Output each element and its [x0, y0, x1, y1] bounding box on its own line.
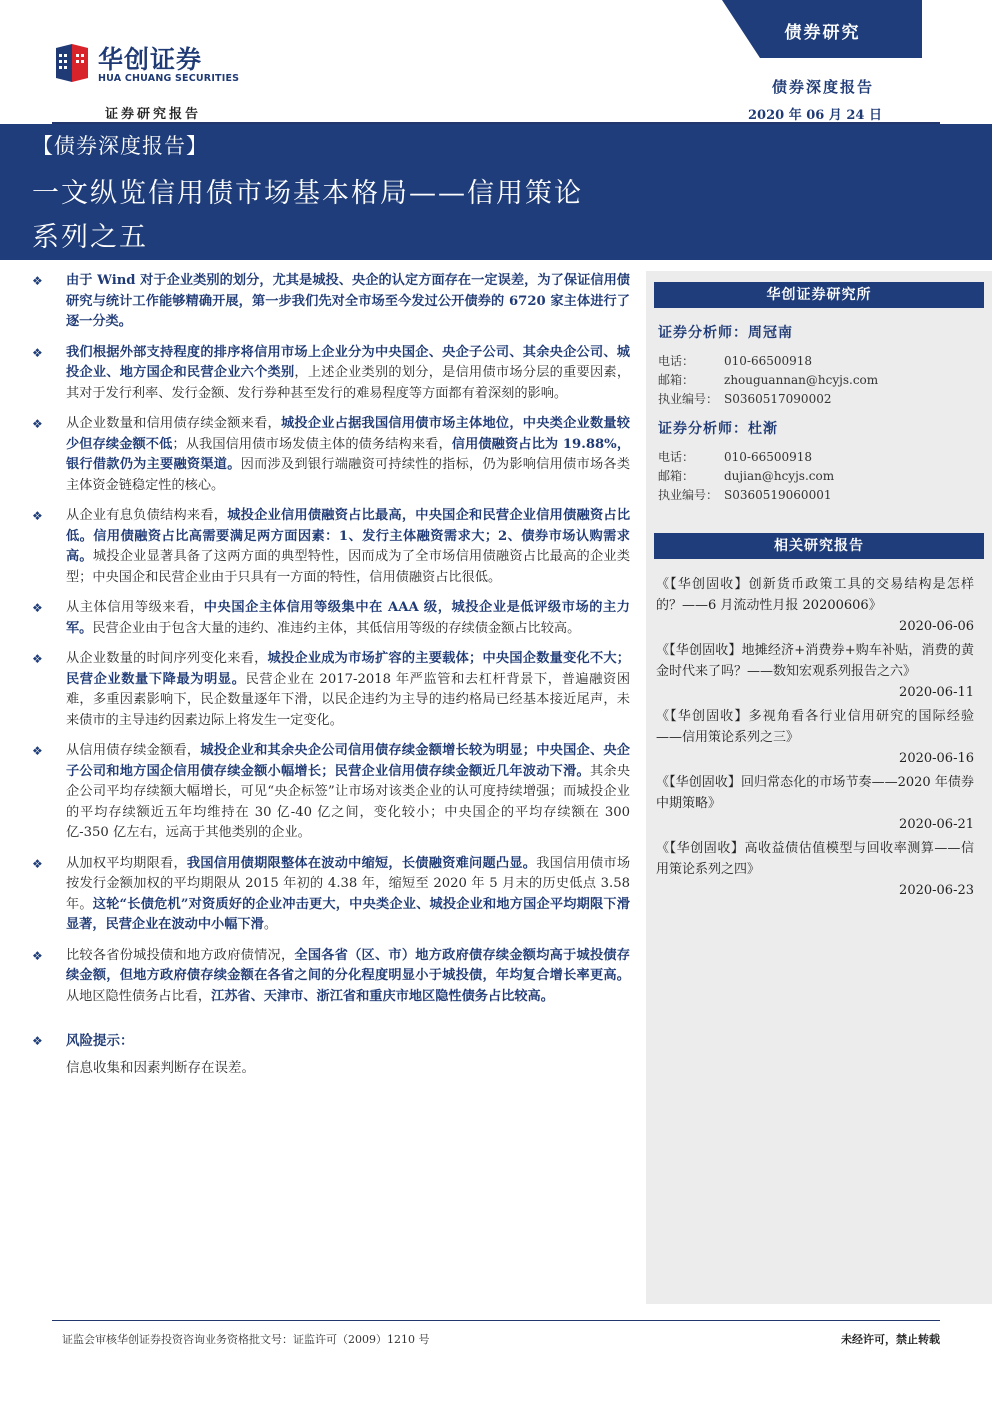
analyst-phone: 电话： 010-66500918	[658, 354, 813, 368]
bullet-text: 从企业数量和信用债存续金额来看，	[66, 416, 281, 431]
analyst-email[interactable]: 邮箱： dujian@hcyjs.com	[658, 469, 835, 483]
bullet-text: 其余央企公司平均存续额大幅增长，可见“央企标签”让市场对该类企业的认可度持续增强；而城投企业的平均存续额近五年均维持在 30 亿-40 亿之间，变化较小；中央国企的平均存续额在 300 亿-350 亿左右，远高于其他类别的企业。	[66, 763, 631, 840]
bullet-emphasis-text: 城投企业信用债融资占比最高，中央国企和民营企业信用债融资占比低。信用债融资占比高需要满足两方面因素：1、发行主体融资需求大；2、债券市场认购需求高。	[66, 508, 631, 564]
analyst-card	[658, 418, 978, 505]
related-reports-header: 相关研究报告	[654, 533, 984, 559]
footer-divider	[52, 1320, 940, 1321]
related-report-date: 2020-06-06	[899, 619, 974, 634]
bullet-diamond-icon: ❖	[32, 345, 43, 360]
related-report-date: 2020-06-11	[899, 685, 974, 700]
institute-header: 华创证券研究所	[654, 282, 984, 308]
bullet-emphasis-text: 江苏省、天津市、浙江省和重庆市地区隐性债务占比较高。	[211, 988, 554, 1004]
bullet-diamond-icon: ❖	[32, 601, 43, 615]
bullet-text: 从企业有息负债结构来看，	[66, 508, 228, 523]
bullet-emphasis-text: 我们根据外部支持程度的排序将信用市场上企业分为中央国企、央企子公司、其余央企公司、城投企业、地方国企和民营企业六个类别	[66, 344, 630, 380]
summary-bullet	[32, 271, 630, 333]
related-report-date: 2020-06-16	[899, 751, 974, 766]
bullet-text: 民营企业在 2017-2018 年严监管和去杠杆背景下，普遍融资困难，多重因素影响下，民企数量逐年下滑，以民企违约为主导的违约格局已经基本接近尾声，未来债市的主导违约因素边际上将发生一定变化。	[66, 671, 631, 728]
bullet-emphasis-text: 信用债融资占比为 19.88%，银行借款仍为主要融资渠道。	[66, 436, 631, 472]
related-report-link[interactable]: 《【华创固收】创新货币政策工具的交易结构是怎样的？——6 月流动性月报 20200606》	[656, 577, 974, 613]
bullet-diamond-icon: ❖	[32, 652, 43, 666]
bullet-emphasis-text: 城投企业和其余央企公司信用债存续金额增长较为明显；中央国企、央企子公司和地方国企信用债存续金额小幅增长；民营企业信用债存续金额近几年波动下滑。	[66, 743, 630, 779]
summary-bullet	[32, 598, 630, 639]
analyst-license: 执业编号： S0360519060001	[658, 488, 832, 502]
risk-title: 风险提示：	[66, 1033, 134, 1049]
bullet-diamond-icon: ❖	[32, 856, 43, 871]
summary-bullets	[32, 271, 630, 1007]
logo-mark-icon	[52, 42, 90, 84]
report-date: 2020 年 06 月 24 日	[748, 108, 882, 123]
bullet-emphasis-text: 中央国企主体信用等级集中在 AAA 级，城投企业是低评级市场的主力军。	[66, 600, 630, 636]
bullet-text: 民营企业由于包含大量的违约、准违约主体，其低信用等级的存续债金额占比较高。	[92, 620, 581, 636]
bullet-text: 从加权平均期限看，	[66, 855, 187, 871]
related-report-date: 2020-06-23	[899, 883, 974, 898]
bullet-text: 城投企业显著具备了这两方面的典型特性，因而成为了全市场信用债融资占比最高的企业类型；中央国企和民营企业由于只具有一方面的特性，信用债融资占比很低。	[66, 549, 631, 585]
report-category: 证券研究报告	[105, 107, 202, 122]
company-logo	[52, 36, 252, 92]
related-reports-list	[656, 574, 974, 904]
report-title	[32, 172, 652, 260]
bullet-text: 从主体信用等级来看，	[66, 600, 204, 615]
risk-text: 信息收集和因素判断存在误差。	[66, 1060, 255, 1076]
bullet-emphasis-text: 我国信用债期限整体在波动中缩短，长债融资难问题凸显。	[186, 855, 537, 871]
related-report-link[interactable]: 《【华创固收】多视角看各行业信用研究的国际经验——信用策论系列之三》	[656, 709, 974, 745]
summary-bullet	[32, 649, 630, 731]
footer-license: 证监会审核华创证券投资咨询业务资格批文号：证监许可（2009）1210 号	[62, 1333, 430, 1346]
related-report-link[interactable]: 《【华创固收】高收益债估值模型与回收率测算——信用策论系列之四》	[656, 841, 974, 877]
bullet-text: 从企业数量的时间序列变化来看，	[66, 651, 268, 666]
bullet-text: 因而涉及到银行端融资可持续性的指标，仍为影响信用债市场各类主体资金链稳定性的核心。	[66, 457, 631, 493]
report-type: 债券深度报告	[771, 78, 874, 96]
footer-copyright: 未经许可，禁止转载	[841, 1333, 940, 1346]
analyst-email[interactable]: 邮箱： zhouguannan@hcyjs.com	[658, 373, 879, 387]
bullet-text: ，上述企业类别的划分，是信用债市场分层的重要因素，其对于发行利率、发行金额、发行券种甚至发行的难易程度等方面都有着深刻的影响。	[66, 365, 631, 401]
bullet-emphasis-text: 城投企业成为市场扩容的主要载体；中央国企数量变化不大；民营企业数量下降最为明显。	[66, 651, 630, 687]
summary-bullet	[32, 414, 630, 496]
analyst-title: 证券分析师：杜渐	[658, 421, 778, 437]
related-report-link[interactable]: 《【华创固收】回归常态化的市场节奏——2020 年债券中期策略》	[656, 775, 974, 811]
bullet-emphasis-text: 这轮“长债危机”对资质好的企业冲击更大，中央类企业、城投企业和地方国企平均期限下滑显著，民营企业在波动中小幅下滑	[66, 896, 630, 932]
summary-bullet	[32, 343, 630, 405]
risk-section	[32, 1031, 630, 1079]
bullet-diamond-icon: ❖	[32, 509, 43, 523]
bullet-diamond-icon: ❖	[32, 1034, 43, 1048]
bullet-diamond-icon: ❖	[32, 274, 43, 288]
bullet-emphasis-text: 全国各省（区、市）地方政府债存续金额均高于城投债存续金额，但地方政府债存续金额在各省之间的分化程度明显小于城投债，年均复合增长率更高。	[66, 947, 631, 983]
analyst-title: 证券分析师：周冠南	[658, 325, 793, 341]
bullet-diamond-icon: ❖	[32, 948, 43, 963]
logo-text-en: HUA CHUANG SECURITIES	[98, 73, 240, 84]
related-report-link[interactable]: 《【华创固收】地摊经济+消费券+购车补贴，消费的黄金时代来了吗？——数知宏观系列报告之六》	[656, 643, 974, 679]
bullet-text: 从信用债存续金额看，	[66, 743, 201, 758]
bullet-diamond-icon: ❖	[32, 744, 43, 758]
bullet-text: ；从我国信用债市场发债主体的债务结构来看，	[172, 436, 452, 452]
analyst-license: 执业编号： S0360517090002	[658, 392, 832, 406]
title-tag: 【债券深度报告】	[32, 134, 208, 158]
bullet-diamond-icon: ❖	[32, 417, 43, 431]
bullet-text: 从地区隐性债务占比看，	[66, 988, 212, 1004]
report-title-line1: 一文纵览信用债市场基本格局——信用策论	[32, 178, 583, 209]
analyst-phone: 电话： 010-66500918	[658, 450, 813, 464]
bullet-text: 比较各省份城投债和地方政府债情况，	[66, 947, 295, 963]
bullet-text: 我国信用债市场按发行金额加权的平均期限从 2015 年初的 4.38 年，缩短至 2020 年 5 月末的历史低点 3.58 年。	[66, 855, 631, 912]
bullet-emphasis-text: 由于 Wind 对于企业类别的划分，尤其是城投、央企的认定方面存在一定误差，为了保证信用债研究与统计工作能够精确开展，第一步我们先对全市场至今发过公开债券的 6720 家主体进行了逐一分类。	[66, 273, 630, 329]
summary-bullet	[32, 946, 630, 1008]
related-report-date: 2020-06-21	[899, 817, 974, 832]
summary-section	[32, 271, 630, 1079]
analyst-card	[658, 322, 978, 409]
report-title-line2: 系列之五	[32, 222, 148, 253]
bullet-text: 。	[263, 917, 277, 932]
logo-text-cn: 华创证券	[98, 45, 203, 74]
bullet-emphasis-text: 城投企业占据我国信用债市场主体地位，中央类企业数量较少但存续金额不低	[66, 416, 630, 452]
summary-bullet	[32, 741, 630, 844]
category-tab-label: 债券研究	[784, 23, 861, 43]
summary-bullet	[32, 506, 630, 588]
summary-bullet	[32, 854, 630, 936]
